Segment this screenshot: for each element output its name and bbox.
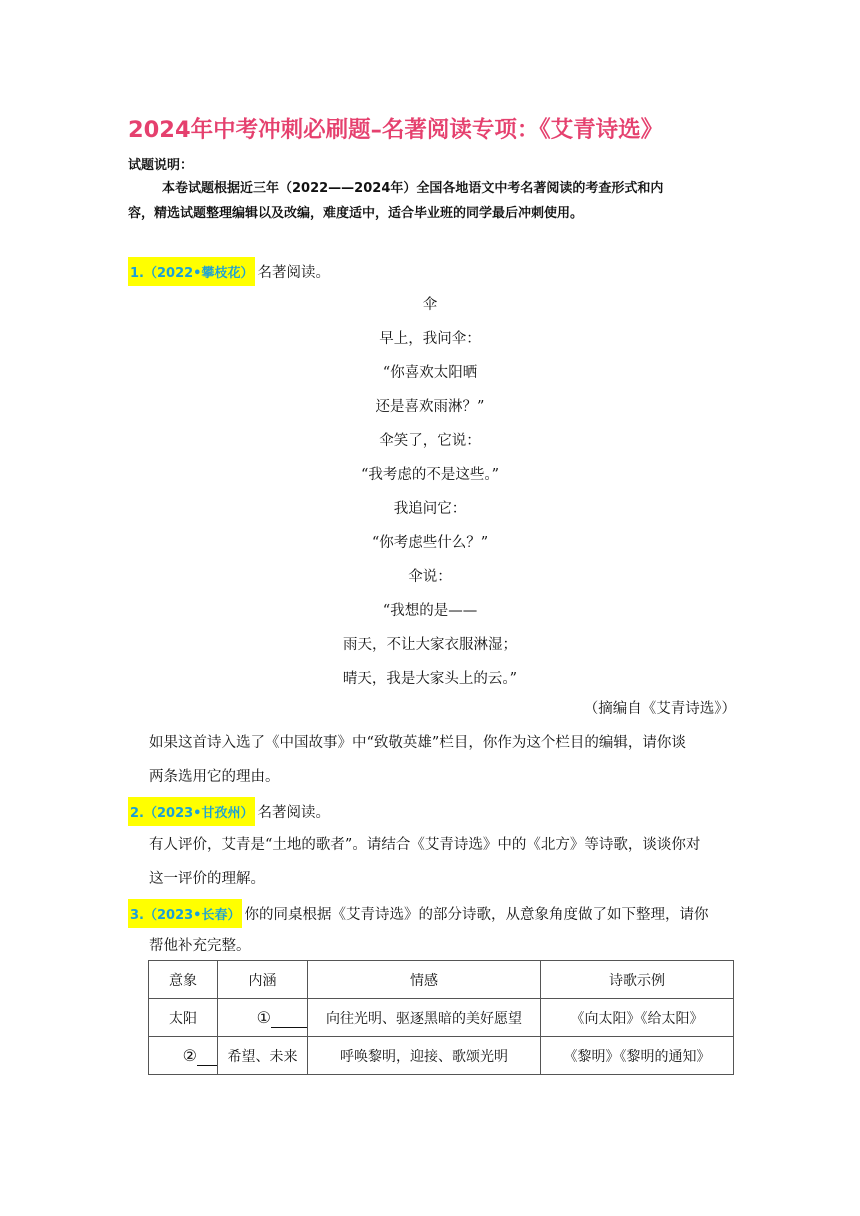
table-header-cell: 意象 [149, 961, 218, 999]
intro-line-1: 本卷试题根据近三年（2022——2024年）全国各地语文中考名著阅读的考查形式和内 [162, 181, 664, 196]
poem-source: （摘编自《艾青诗选》） [583, 701, 736, 717]
question-1-tag: 1.（2022•攀枝花） [128, 257, 255, 286]
table-cell: 希望、未来 [218, 1037, 308, 1075]
table-cell: 《黎明》《黎明的通知》 [541, 1037, 734, 1075]
table-row [149, 1037, 734, 1075]
poem-line: “我考虑的不是这些。” [360, 467, 500, 483]
poem-line: “我想的是—— [382, 603, 478, 619]
question-2-line-2: 这一评价的理解。 [149, 871, 265, 887]
poem-line: 早上，我问伞： [379, 331, 481, 347]
question-2-text: 名著阅读。 [257, 805, 330, 821]
table-header-row [149, 961, 734, 999]
poem-line: “你喜欢太阳晒 [382, 365, 478, 381]
blank-number: ① [256, 1007, 271, 1027]
question-2-line-1: 有人评价，艾青是“土地的歌者”。请结合《艾青诗选》中的《北方》等诗歌，谈谈你对 [149, 837, 701, 853]
blank-number: ② [182, 1045, 197, 1065]
poem-line: 晴天，我是大家头上的云。” [342, 671, 518, 687]
imagery-table [148, 960, 734, 1075]
poem-line: 伞笑了，它说： [379, 433, 481, 449]
answer-blank-1[interactable] [218, 999, 308, 1037]
poem-line: 伞说： [408, 569, 452, 585]
table-cell: 《向太阳》《给太阳》 [541, 999, 734, 1037]
question-1-heading [128, 257, 330, 286]
table-cell: 向往光明、驱逐黑暗的美好愿望 [308, 999, 541, 1037]
page-title: 2024年中考冲刺必刷题–名著阅读专项：《艾青诗选》 [128, 117, 664, 143]
question-1-text: 名著阅读。 [257, 265, 330, 281]
poem-line: “你考虑些什么？” [371, 535, 489, 551]
question-3-line-2: 帮他补充完整。 [149, 938, 251, 954]
poem-title: 伞 [422, 297, 438, 313]
poem-line: 我追问它： [393, 501, 467, 517]
question-1-prompt-line-1: 如果这首诗入选了《中国故事》中“致敬英雄”栏目，你作为这个栏目的编辑，请你谈 [149, 735, 686, 751]
question-1-prompt-line-2: 两条选用它的理由。 [149, 769, 280, 785]
table-header-cell: 内涵 [218, 961, 308, 999]
table-header-cell: 情感 [308, 961, 541, 999]
question-3-text: 你的同桌根据《艾青诗选》的部分诗歌，从意象角度做了如下整理，请你 [244, 907, 709, 923]
intro-label: 试题说明： [128, 158, 194, 173]
answer-blank-2[interactable] [149, 1037, 218, 1075]
question-2-heading [128, 797, 330, 826]
intro-line-2: 容，精选试题整理编辑以及改编，难度适中，适合毕业班的同学最后冲刺使用。 [128, 206, 584, 221]
table-row [149, 999, 734, 1037]
table-header-cell: 诗歌示例 [541, 961, 734, 999]
poem-line: 还是喜欢雨淋？” [375, 399, 485, 415]
poem-line: 雨天，不让大家衣服淋湿； [343, 637, 517, 653]
question-2-tag: 2.（2023•甘孜州） [128, 797, 255, 826]
question-3-tag: 3.（2023•长春） [128, 899, 242, 928]
question-3-heading [128, 899, 708, 928]
table-cell: 太阳 [149, 999, 218, 1037]
table-cell: 呼唤黎明，迎接、歌颂光明 [308, 1037, 541, 1075]
